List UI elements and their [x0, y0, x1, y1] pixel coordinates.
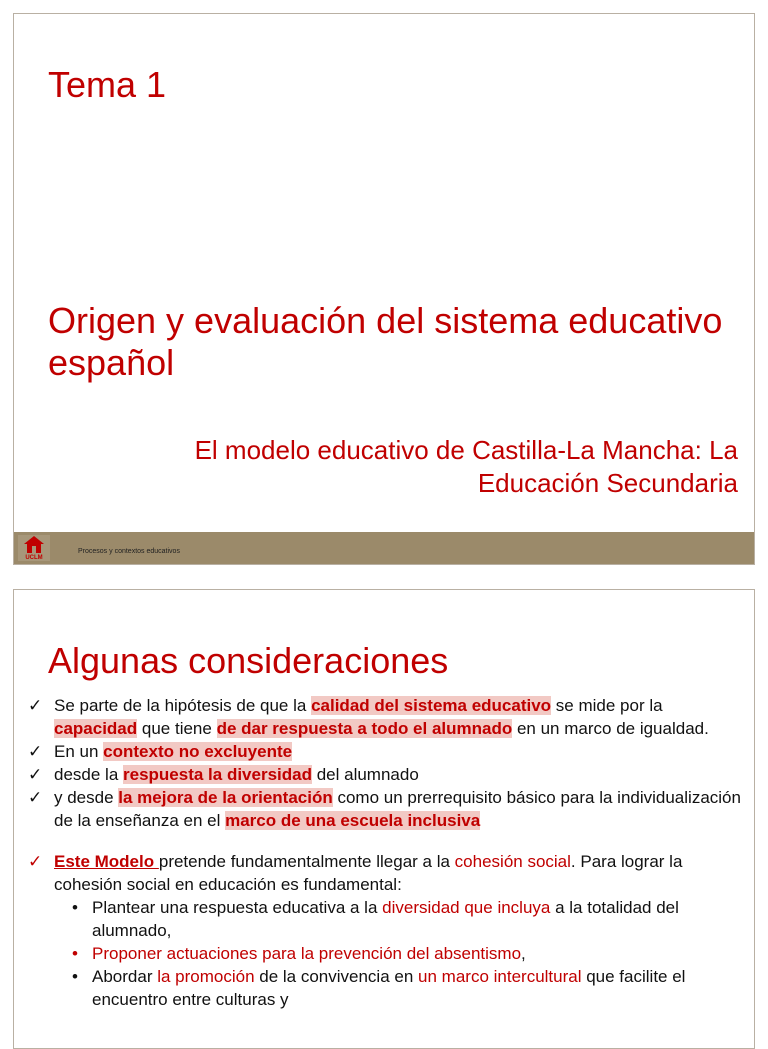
- sub-list-item: [28, 896, 746, 942]
- logo-text: UCLM: [25, 555, 43, 561]
- text-segment: la promoción: [157, 967, 255, 986]
- slide-subtitle: El modelo educativo de Castilla-La Mancha: La Educación Secundaria: [194, 435, 738, 498]
- slide-heading: Tema 1: [48, 64, 167, 105]
- list-item: [28, 740, 746, 763]
- bullet-icon: •: [72, 967, 78, 986]
- footer-course-label: Procesos y contextos educativos: [78, 548, 180, 555]
- check-mark-icon: ✓: [28, 852, 43, 871]
- slide-body: [28, 694, 746, 1011]
- list-item: [28, 694, 746, 740]
- text-segment: marco de una escuela inclusiva: [225, 811, 481, 830]
- text-segment: que tiene: [137, 719, 217, 738]
- spacer: [28, 832, 746, 850]
- text-segment: se mide por la: [551, 696, 663, 715]
- uclm-emblem-icon: [18, 535, 50, 555]
- text-segment: capacidad: [54, 719, 138, 738]
- list-item: [28, 786, 746, 832]
- slide-heading: Algunas consideraciones: [48, 640, 449, 681]
- text-segment: contexto no excluyente: [103, 742, 293, 761]
- text-segment: Abordar: [92, 967, 158, 986]
- text-segment: desde la: [54, 765, 123, 784]
- text-segment: . Para lograr la cohesión social en educación es fundamental:: [54, 852, 683, 894]
- uclm-logo-icon: [18, 535, 50, 561]
- text-segment: a la totalidad del alumnado,: [92, 898, 679, 940]
- text-segment: de dar respuesta a todo el alumnado: [216, 719, 513, 738]
- text-segment: En un: [54, 742, 104, 761]
- text-segment: en un marco de igualdad.: [512, 719, 709, 738]
- text-segment: la mejora de la orientación: [118, 788, 333, 807]
- list-item: [28, 763, 746, 786]
- text-segment: de la convivencia en: [254, 967, 419, 986]
- check-mark-icon: ✓: [28, 765, 43, 784]
- text-segment: Proponer actuaciones para la prevención del absentismo: [92, 944, 522, 963]
- bullet-icon: •: [72, 944, 78, 963]
- model-item: [28, 850, 746, 896]
- check-mark-icon: ✓: [28, 696, 43, 715]
- check-mark-icon: ✓: [28, 788, 43, 807]
- text-segment: respuesta la diversidad: [123, 765, 312, 784]
- text-segment: Este Modelo: [54, 852, 159, 871]
- text-segment: diversidad que incluya: [382, 898, 551, 917]
- text-segment: Plantear una respuesta educativa a la: [92, 898, 383, 917]
- check-mark-icon: ✓: [28, 742, 43, 761]
- text-segment: y desde: [54, 788, 119, 807]
- text-segment: como un prerrequisito básico para la individualización de la enseñanza en el: [54, 788, 741, 830]
- text-segment: un marco intercultural: [418, 967, 582, 986]
- text-segment: calidad del sistema educativo: [311, 696, 552, 715]
- sub-list-item: [28, 965, 746, 1011]
- slide-title-text: Origen y evaluación del sistema educativo español: [48, 300, 723, 383]
- text-segment: que facilite el encuentro entre culturas y: [92, 967, 686, 1009]
- slide-considerations: [13, 589, 755, 1049]
- text-segment: pretende fundamentalmente llegar a la: [158, 852, 455, 871]
- bullet-icon: •: [72, 898, 78, 917]
- slide-title: [13, 13, 755, 565]
- text-segment: ,: [521, 944, 526, 963]
- text-segment: del alumnado: [311, 765, 419, 784]
- sub-list-item: [28, 942, 746, 965]
- text-segment: Se parte de la hipótesis de que la: [54, 696, 312, 715]
- text-segment: cohesión social: [454, 852, 571, 871]
- slide-footer: [14, 532, 754, 564]
